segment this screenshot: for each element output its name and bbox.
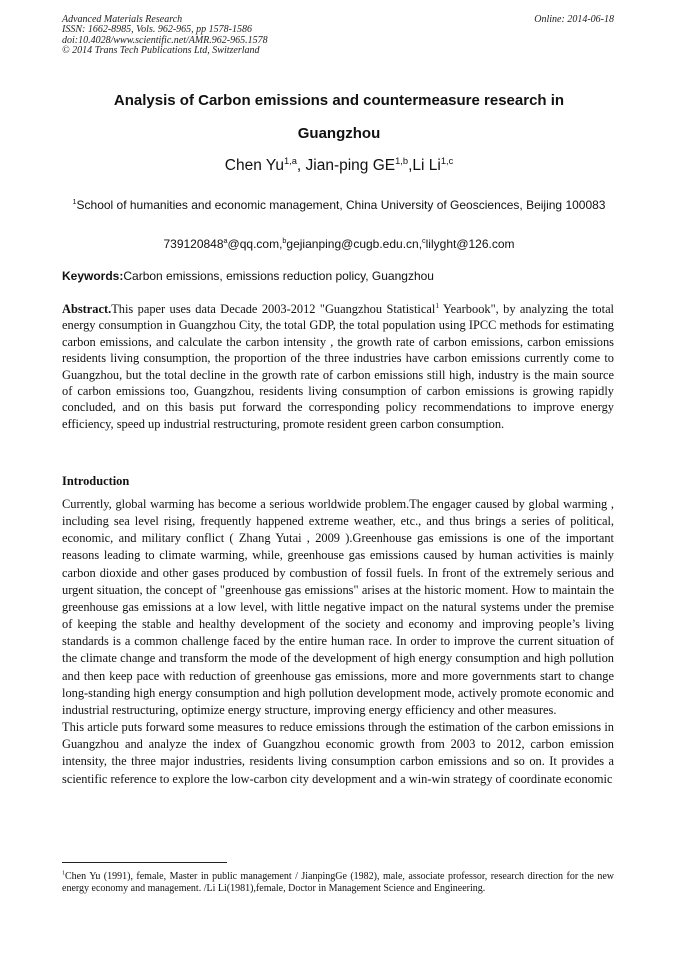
journal-doi[interactable]: doi:10.4028/www.scientific.net/AMR.962-965.1578 [62,34,268,46]
paragraph: Currently, global warming has become a serious worldwide problem.The engager caused by global warming , including sea level rising, frequently happened extreme weather, etc., and thus brings a series of political, economic, and military conflict ( Zhang Yutai , 2009 ).Greenhouse gas emissions is one of the important reasons leading to climate warming, while, greenhouse gas emissions caused by human activities is mainly carbon dioxide and other gases produced by combustion of fossil fuels. In front of the extremely serious and urgent situation, the concept of "greenhouse gas emissions" arises at the historic moment. How to maintain the greenhouse gas emissions at a low level, with little negative impact on the natural systems under the premise of keeping the stable and healthy development of the society and economy and improving people’s living standards is a common challenge faced by the entire human race. In order to improve the current situation of the climate change and transform the mode of the development of high energy consumption and high pollution and then keep pace with reduction of greenhouse gas emissions, more and more governments start to change long-standing high energy consumption and high pollution development mode, actively promote economic and industrial restructuring, optimize energy structure, improving energy efficiency and other measures. [62,497,614,717]
email-part: lilyght@126.com [425,237,515,251]
abstract-text: This paper uses data Decade 2003-2012 "Guangzhou Statistical [111,302,436,316]
author-affiliation-mark: 1,b [395,155,409,166]
journal-copyright: © 2014 Trans Tech Publications Ltd, Switzerland [62,45,260,57]
abstract-text-continued: Yearbook", by analyzing the total energy consumption in Guangzhou City, the total GDP, the total population using IPCC methods for estimating carbon emissions, and calculate the carbon intensity , the growth rate of carbon emissions, carbon emissions residents living consumption, the proportion of the three industries have carbon emissions currently come to Guangzhou, but the total decline in the growth rate of carbon emissions still high, industry is the main source of carbon emissions too, Guangzhou, residents living consumption of carbon emissions is growing rapidly concluded, and on this basis put forward the corresponding policy recommendations to improve energy efficiency, speed up industrial restructuring, promote resident green carbon consumption. [62,302,615,431]
footnote [62,871,614,895]
paper-title-line-1: Analysis of Carbon emissions and countermeasure research in [113,92,565,109]
affiliation-mark: 1 [72,197,77,206]
abstract-label: Abstract. [62,302,112,316]
paper-title-line-2: Guangzhou [297,125,381,142]
affiliation-text: School of humanities and economic management, China University of Geosciences, Beijing 100083 [76,198,606,212]
keywords-text: Carbon emissions, emissions reduction policy, Guangzhou [123,269,434,283]
author-name: Jian-ping GE [305,157,396,174]
keywords-label: Keywords: [62,269,124,283]
email-mark: a [223,236,228,245]
online-date: Online: 2014-06-18 [534,14,614,25]
email-part: @qq.com, [227,237,283,251]
author-separator: , [296,157,306,174]
email-part: gejianping@cugb.edu.cn, [286,237,423,251]
affiliation [62,196,616,214]
abstract [62,301,614,432]
journal-issn: ISSN: 1662-8985, Vols. 962-965, pp 1578-1586 [62,24,252,36]
footnote-text: Chen Yu (1991), female, Master in public management / JianpingGe (1982), male, associate professor, research direction for the new energy economy and management. /Li Li(1981),female, Doctor in Management Science and Engineering. [62,871,614,895]
section-heading-introduction: Introduction [62,474,130,488]
email-mark: c [422,236,426,245]
footnote-divider [62,862,227,863]
author-separator: , [408,157,413,174]
author-list [60,157,618,175]
author-name: Li Li [412,157,441,174]
journal-header [62,15,268,57]
introduction-body [62,496,614,788]
journal-name: Advanced Materials Research [62,14,183,25]
author-affiliation-mark: 1,c [440,155,454,166]
author-affiliation-mark: 1,a [283,155,297,166]
author-emails [62,237,616,251]
email-part: 739120848 [163,237,224,251]
author-name: Chen Yu [224,157,284,174]
paragraph: This article puts forward some measures to reduce emissions through the estimation of the carbon emissions in Guangzhou and analyze the index of Guangzhou economic growth from 2003 to 2012, carbon emission intensity, the three major industries, residents living consumption carbon emissions and so on. It provides a scientific reference to explore the low-carbon city development and a win-win strategy of coordinate economic [62,720,614,786]
footnote-mark: 1 [62,870,65,877]
keywords [62,269,616,283]
email-mark: b [282,236,287,245]
abstract-footnote-mark: 1 [435,300,440,310]
